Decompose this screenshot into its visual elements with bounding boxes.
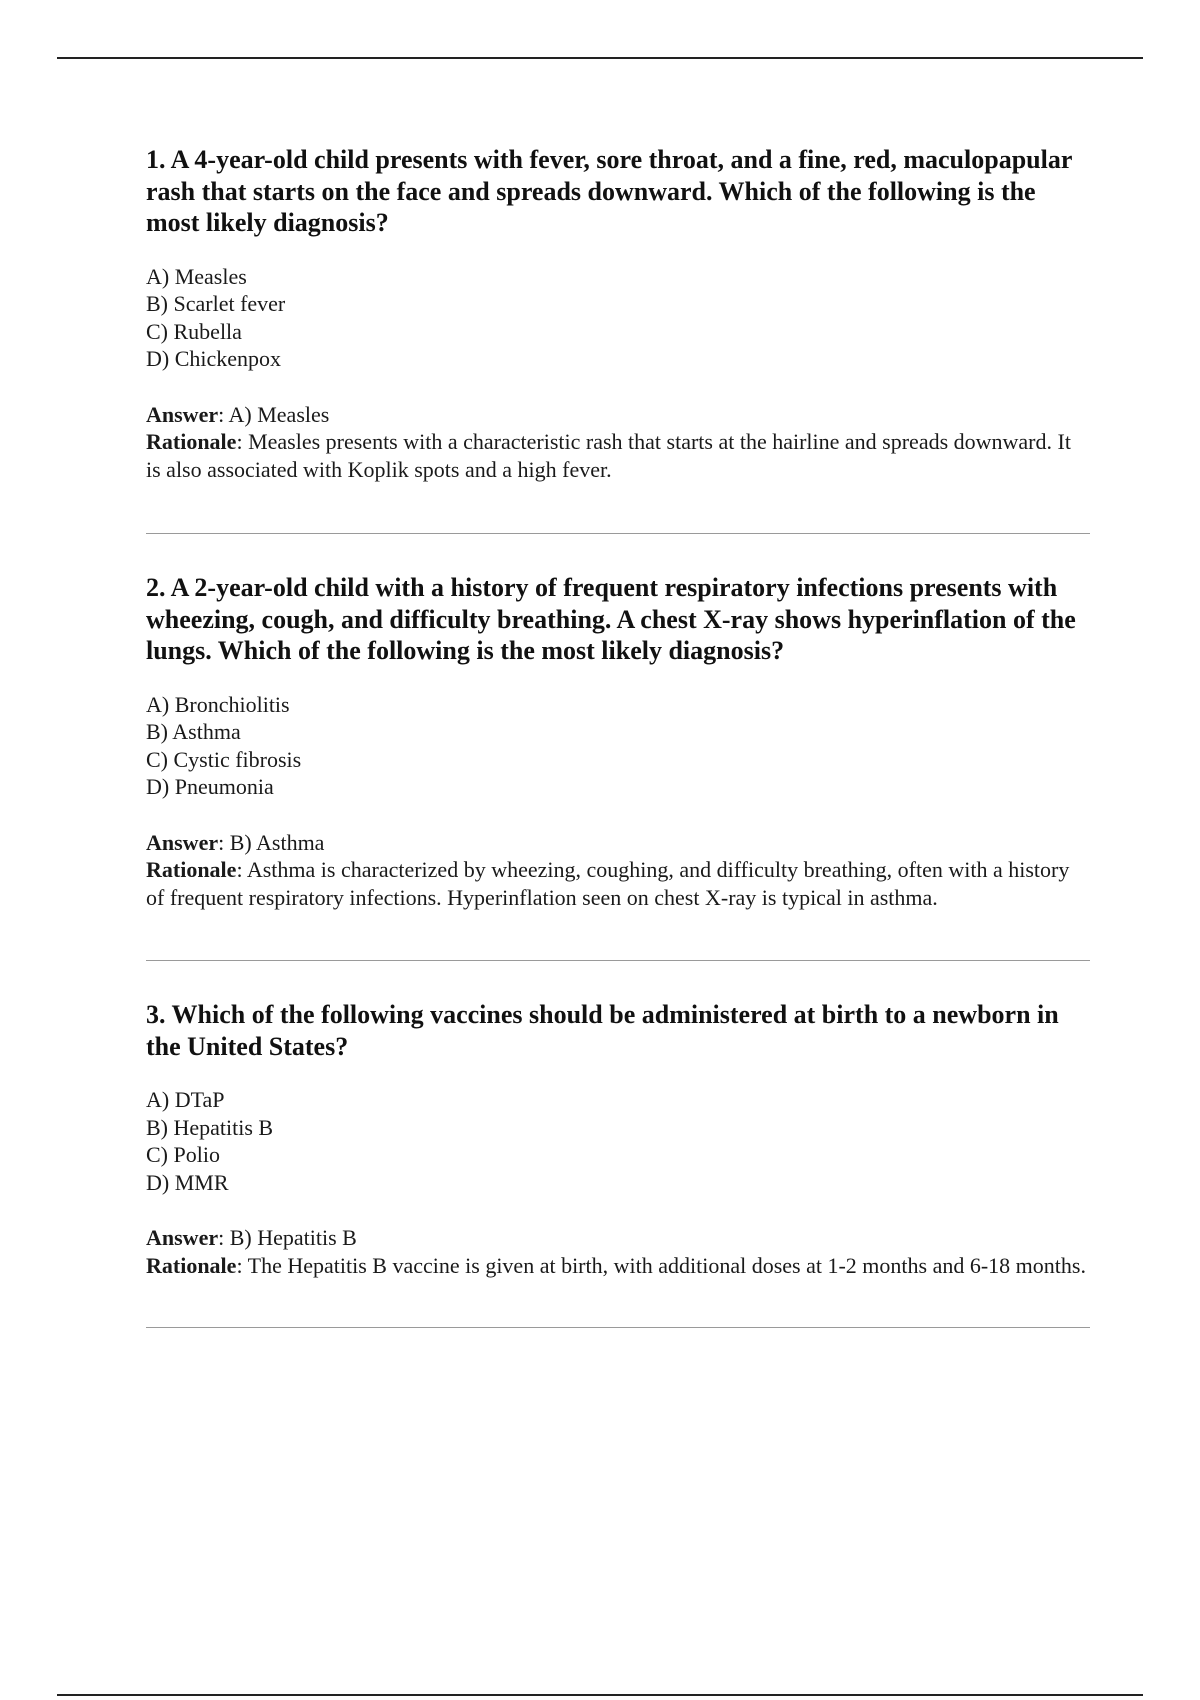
answer-label: Answer	[146, 401, 219, 427]
answer-label: Answer	[146, 1225, 219, 1250]
rationale-label: Rationale	[146, 429, 237, 454]
option-d: D) Pneumonia	[146, 774, 274, 799]
option-a: A) Measles	[146, 263, 247, 289]
question-text: 1. A 4-year-old child presents with fever, sore throat, and a fine, red, maculopapular rash that starts on the face and spreads downward. Which of the following is the most likely diagnosis?	[146, 145, 1072, 237]
document-content	[146, 144, 1090, 1328]
option-d: D) MMR	[146, 1169, 229, 1195]
rationale-line	[146, 856, 1090, 911]
option-c: C) Cystic fibrosis	[146, 746, 302, 772]
option-b: B) Scarlet fever	[146, 291, 286, 316]
separator-container	[146, 911, 1090, 999]
rationale-label: Rationale	[146, 857, 237, 882]
rationale-label: Rationale	[146, 1252, 237, 1278]
question-separator	[146, 960, 1090, 961]
answer-line	[146, 1224, 1090, 1252]
option-c: C) Polio	[146, 1142, 220, 1167]
question-2	[146, 572, 1090, 999]
option-a: A) Bronchiolitis	[146, 691, 290, 717]
answer-label: Answer	[146, 829, 219, 855]
question-1	[146, 144, 1090, 572]
answer-value: : B) Asthma	[218, 829, 325, 855]
separator-container	[146, 483, 1090, 572]
question-3	[146, 999, 1090, 1328]
rationale-line	[146, 1252, 1090, 1280]
option-a: A) DTaP	[146, 1087, 225, 1112]
question-separator	[146, 533, 1090, 534]
answer-options	[146, 1086, 1090, 1196]
question-text: 3. Which of the following vaccines should be administered at birth to a newborn in the United States?	[146, 1000, 1059, 1061]
question-separator	[146, 1327, 1090, 1328]
answer-line	[146, 401, 1090, 429]
answer-line	[146, 829, 1090, 857]
option-b: B) Hepatitis B	[146, 1114, 274, 1140]
separator-container	[146, 1279, 1090, 1328]
option-d: D) Chickenpox	[146, 346, 282, 371]
page-top-rule	[57, 57, 1143, 59]
answer-options	[146, 263, 1090, 373]
option-b: B) Asthma	[146, 719, 241, 744]
answer-options	[146, 691, 1090, 801]
option-c: C) Rubella	[146, 318, 242, 344]
rationale-line	[146, 428, 1090, 483]
answer-value: : A) Measles	[218, 401, 330, 427]
page-bottom-rule	[57, 1694, 1143, 1696]
rationale-text: : Asthma is characterized by wheezing, coughing, and difficulty breathing, often with a history of frequent respiratory infections. Hyperinflation seen on chest X-ray is typical in asthma.	[146, 857, 1070, 910]
answer-value: : B) Hepatitis B	[218, 1225, 357, 1250]
question-text: 2. A 2-year-old child with a history of frequent respiratory infections presents with wheezing, cough, and difficulty breathing. A chest X-ray shows hyperinflation of the lungs. Which of the following is the most likely diagnosis?	[146, 573, 1076, 665]
rationale-text: : Measles presents with a characteristic rash that starts at the hairline and spreads downward. It is also associated with Koplik spots and a high fever.	[146, 429, 1071, 482]
rationale-text: : The Hepatitis B vaccine is given at birth, with additional doses at 1-2 months and 6-18 months.	[236, 1252, 1086, 1278]
